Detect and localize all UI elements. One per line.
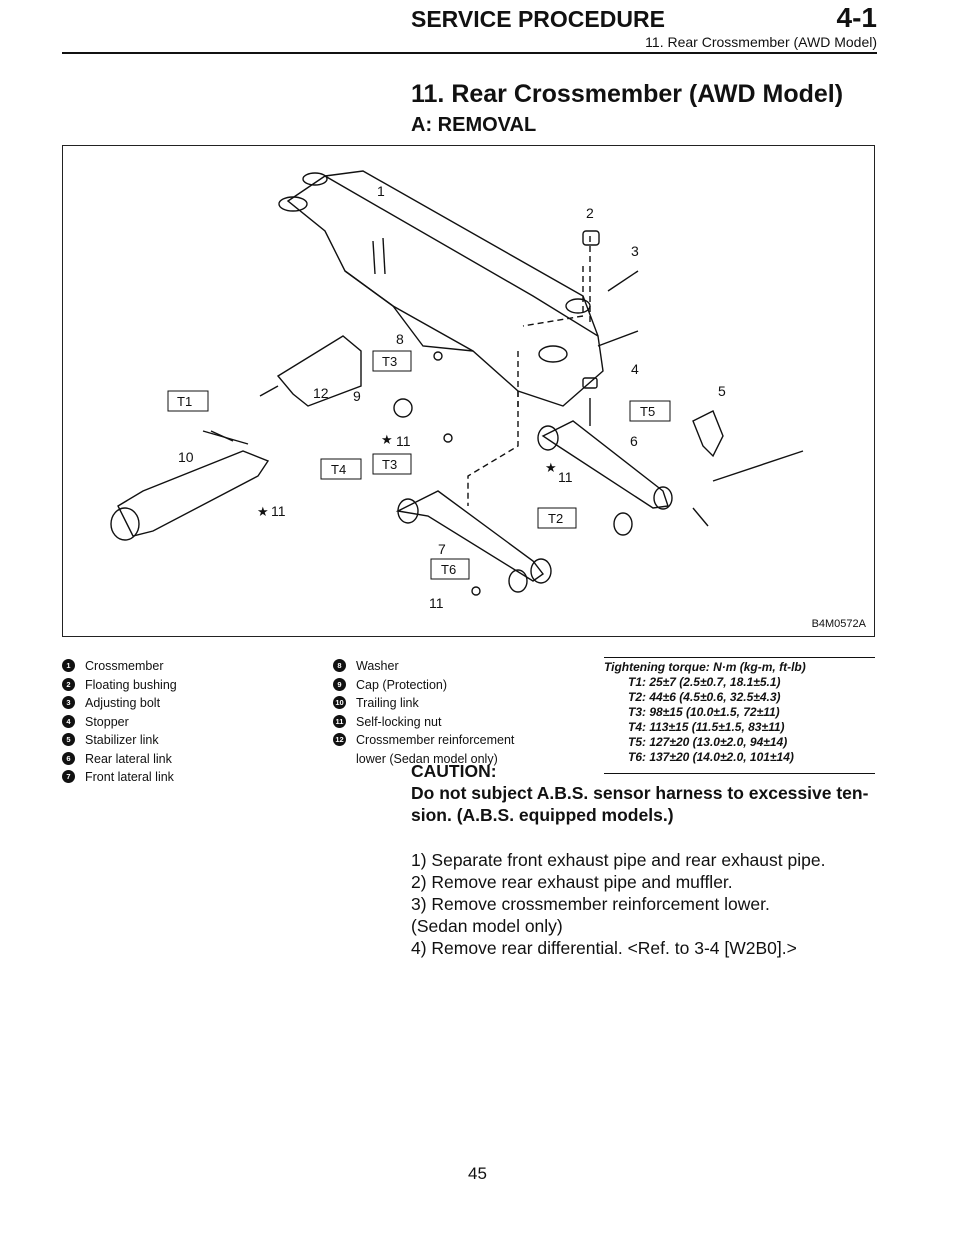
legend-item-continuation: lower (Sedan model only) [356,751,498,766]
torque-item: T6: 137±20 (14.0±2.0, 101±14) [628,750,794,764]
torque-item: T1: 25±7 (2.5±0.7, 18.1±5.1) [628,675,781,689]
front-lateral-link-shape [398,491,543,581]
callout-7: 7 [438,541,446,557]
legend-item: 2 Floating bushing [62,676,177,695]
callout-6: 6 [630,433,638,449]
callout-11a: 11 [396,433,411,449]
legend-item: 6 Rear lateral link [62,750,177,769]
step-item: 1) Separate front exhaust pipe and rear exhaust pipe. [411,850,826,870]
step-item: 4) Remove rear differential. <Ref. to 3-4 [W2B0].> [411,938,797,958]
procedure-steps [411,849,881,959]
callout-4: 4 [631,361,639,377]
page-subtitle: A: REMOVAL [411,114,537,136]
exploded-diagram [63,146,876,638]
star-icon: ★ [257,504,269,519]
torque-item: T4: 113±15 (11.5±1.5, 83±11) [628,720,785,734]
torque-item: T5: 127±20 (13.0±2.0, 94±14) [628,735,788,749]
caution-block [411,760,881,826]
exploded-view-figure [62,145,875,637]
crossmember-shape [288,176,603,406]
torque-tag-t3a: T3 [382,354,398,369]
callout-5: 5 [718,383,726,399]
torque-tag-t5: T5 [640,404,656,419]
section-number: 4-1 [836,2,877,33]
caution-label: CAUTION: [411,761,497,781]
step-item: (Sedan model only) [411,916,563,936]
legend-item: 3 Adjusting bolt [62,694,177,713]
torque-tag-t6: T6 [441,562,457,577]
callout-10: 10 [178,449,194,465]
torque-tag-t4: T4 [331,462,347,477]
legend-item: 5 Stabilizer link [62,731,177,750]
callout-11b: 11 [271,503,286,519]
star-icon: ★ [381,432,393,447]
legend-item: 11 Self-locking nut [333,713,514,732]
figure-code: B4M0572A [811,618,866,630]
legend-item: 7 Front lateral link [62,768,177,787]
header-rule [62,52,877,54]
torque-item: T3: 98±15 (10.0±1.5, 72±11) [628,705,780,719]
subsection-title: 11. Rear Crossmember (AWD Model) [645,34,877,50]
torque-item: T2: 44±6 (4.5±0.6, 32.5±4.3) [628,690,781,704]
callout-2: 2 [586,205,594,221]
legend-item: 8 Washer [333,657,514,676]
torque-tag-t3b: T3 [382,457,398,472]
callout-8: 8 [396,331,404,347]
legend-item: 12 Crossmember reinforcement [333,731,514,750]
stabilizer-link-shape [693,411,723,456]
torque-spec-box [604,657,875,774]
legend-item: 1 Crossmember [62,657,177,676]
parts-legend-col-2 [333,657,514,768]
callout-9: 9 [353,388,361,404]
torque-heading: Tightening torque: N·m (kg-m, ft-lb) [604,660,806,674]
legend-item: 10 Trailing link [333,694,514,713]
callout-1: 1 [377,183,385,199]
callout-11c: 11 [558,469,573,485]
rear-lateral-link-shape [543,421,668,508]
caution-text: Do not subject A.B.S. sensor harness to excessive ten- sion. (A.B.S. equipped models.) [411,783,869,825]
page-number: 45 [468,1164,487,1183]
legend-item: 4 Stopper [62,713,177,732]
step-item: 2) Remove rear exhaust pipe and muffler. [411,872,733,892]
legend-item: 9 Cap (Protection) [333,676,514,695]
star-icon: ★ [545,460,557,475]
torque-tag-t1: T1 [177,394,193,409]
callout-12: 12 [313,385,329,401]
parts-legend-col-1 [62,657,177,787]
step-item: 3) Remove crossmember reinforcement lower. [411,894,770,914]
page-title: 11. Rear Crossmember (AWD Model) [411,80,844,108]
section-title: SERVICE PROCEDURE [411,6,665,32]
callout-3: 3 [631,243,639,259]
callout-11d: 11 [429,595,444,611]
torque-tag-t2: T2 [548,511,564,526]
